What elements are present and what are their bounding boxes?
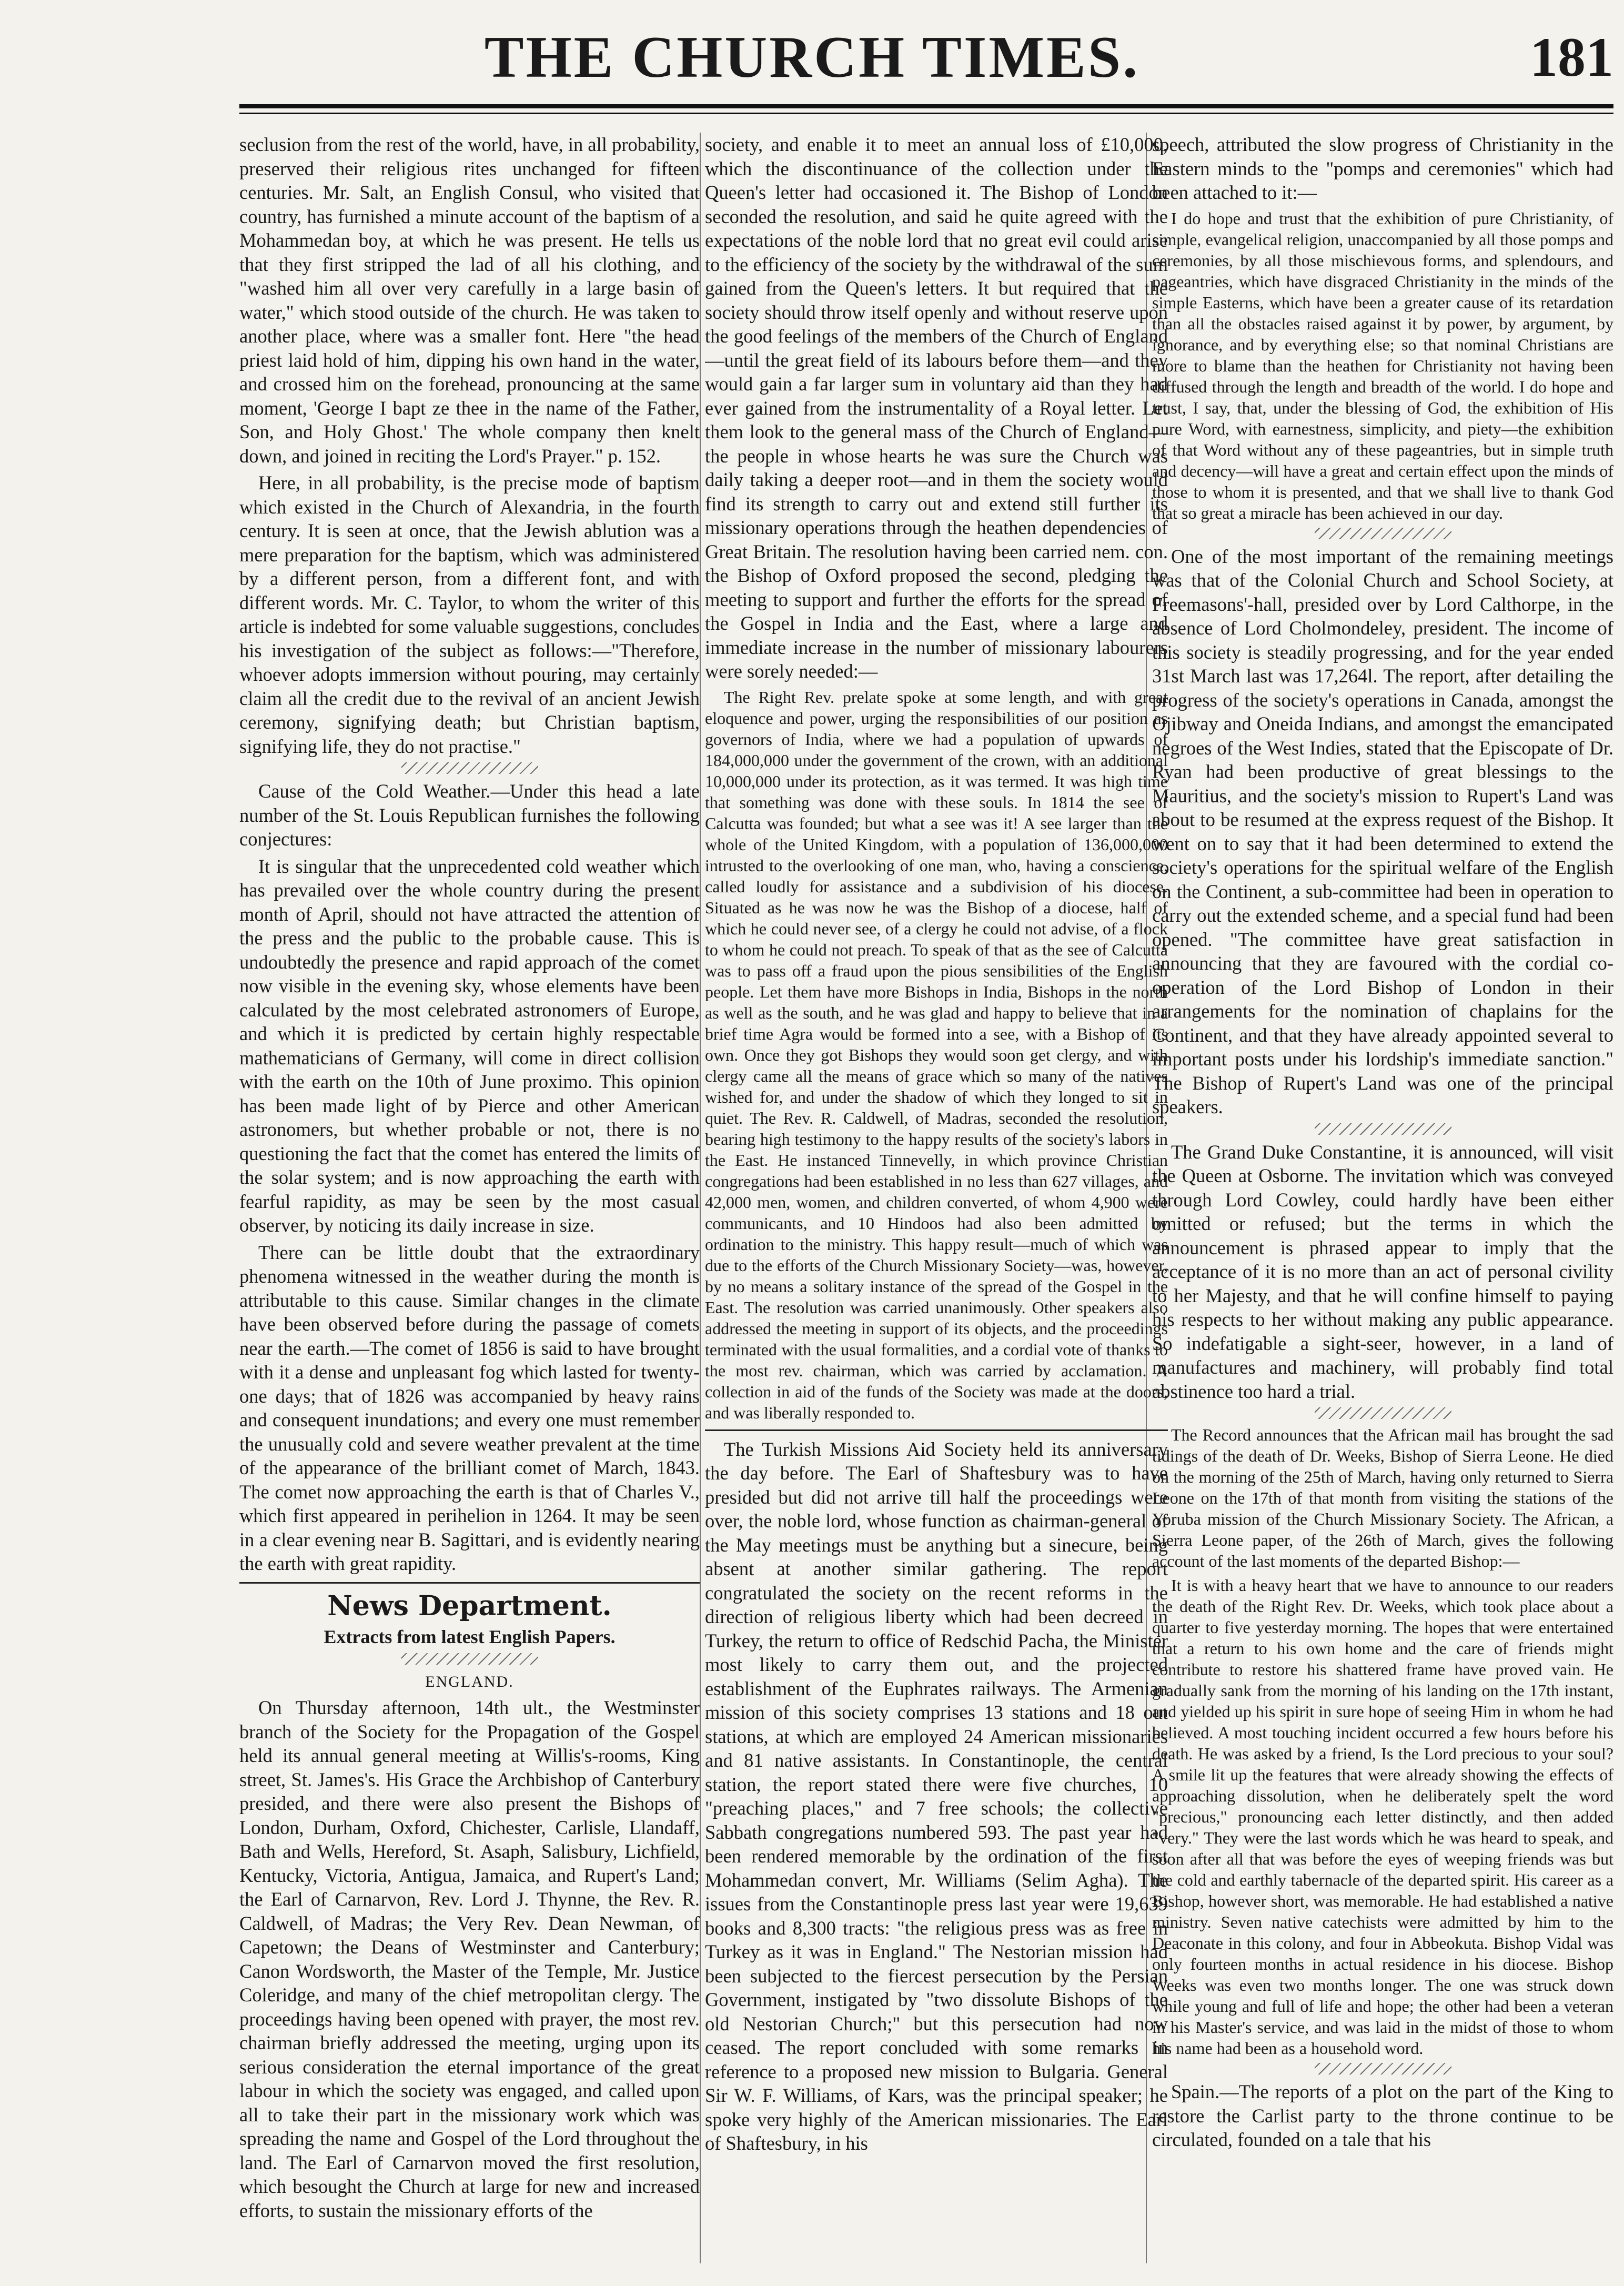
column-1: [239, 133, 700, 2274]
article-paragraph: Cause of the Cold Weather.—Under this head a late number of the St. Louis Republican furnishes the following conjectures:: [239, 780, 700, 850]
section-rule: [239, 1582, 700, 1584]
ornamental-divider: [1315, 2063, 1451, 2074]
page-number: 181: [1530, 26, 1613, 88]
section-heading: News Department.: [327, 1589, 612, 1622]
column-2: [705, 133, 1168, 2274]
article-paragraph: society, and enable it to meet an annual loss of £10,000, which the discontinuance of the collection under the Queen's letter had occasioned it. The Bishop of London seconded the resolution, and said he quite agreed with the expectations of the noble lord that no great evil could arise to the efficiency of the society by the withdrawal of the sum gained from the Queen's letters. It but required that the society should throw itself openly and without reserve upon the good feelings of the members of the Church of England—until the great field of its labours before them—and they would gain a far larger sum in voluntary aid than they had ever gained from the instrumentality of a Royal letter. Let them look to the general mass of the Church of England—the people in whose hearts he was sure the Church was daily taking a deeper root—and in them the society would find its strength to carry out and extend still further its missionary operations through the heathen dependencies of Great Britain. The resolution having been carried nem. con. the Bishop of Oxford proposed the second, pledging the meeting to support and further the efforts for the spread of the Gospel in India and the East, where a large and immediate increase in the number of missionary labourers were sorely needed:—: [705, 134, 1168, 682]
ornamental-divider: [1315, 528, 1451, 539]
article-paragraph: The Grand Duke Constantine, it is announced, will visit the Queen at Osborne. The invitation which was conveyed through Lord Cowley, could hardly have been either omitted or refused; but the terms in which the announcement is phrased appear to imply that the acceptance of it is no more than an act of personal civility to her Majesty, and that he will confine himself to paying his respects to her without making any public appearance. So indefatigable a sight-seer, however, in a land of manufactures and machinery, will probably find total abstinence too hard a trial.: [1152, 1141, 1613, 1402]
column-3: [1152, 133, 1613, 2274]
ornamental-divider: [1315, 1123, 1451, 1135]
article-paragraph: The Turkish Missions Aid Society held its anniversary the day before. The Earl of Shaftesbury was to have presided but did not arrive till half the proceedings were over, the noble lord, whose function as chairman-general of the May meetings must be anything but a sinecure, being absent at another similar gathering. The report congratulated the society on the recent reforms in the direction of religious liberty which had been decreed in Turkey, the return to office of Redschid Pacha, the Minister most likely to carry them out, and the projected establishment of the Euphrates railways. The Armenian mission of this society comprises 13 stations and 18 out stations, at which are employed 24 American missionaries and 81 native assistants. In Constantinople, the central station, the report stated there were five churches, 10 "preaching places," and 7 free schools; the collective Sabbath congregations numbered 593. The past year had been rendered memorable by the ordination of the first Mohammedan convert, Mr. Williams (Selim Agha). The issues from the Constantinople press last year were 19,639 books and 8,300 tracts: "the religious press was as free in Turkey as it was in England." The Nestorian mission had been subjected to the fiercest persecution by the Persian Government, instigated by "two dissolute Bishops of the old Nestorian Church;" but this persecution had now ceased. The report concluded with some remarks in reference to a proposed new mission to Bulgaria. General Sir W. F. Williams, of Kars, was the principal speaker; he spoke very highly of the American missionaries. The Earl of Shaftesbury, in his: [705, 1438, 1168, 2154]
article-paragraph: seclusion from the rest of the world, have, in all probability, preserved their religious rites unchanged for fifteen centuries. Mr. Salt, an English Consul, who visited that country, has furnished a minute account of the baptism of a Mohammedan boy, at which he was present. He tells us that they first stripped the lad of all his clothing, and "washed him all over very carefully in a large basin of water," which stood outside of the church. He was taken to another place, where was a smaller font. Here "the head priest laid hold of him, dipping his own hand in the water, and crossed him on the forehead, pronouncing at the same moment, 'George I bapt ze thee in the name of the Father, Son, and Holy Ghost.' The whole company then knelt down, and joined in reciting the Lord's Prayer." p. 152.: [239, 134, 700, 467]
newspaper-title: THE CHURCH TIMES.: [484, 25, 1140, 90]
ornamental-divider: [401, 1653, 538, 1665]
masthead-rule-thin: [239, 113, 1613, 114]
article-paragraph: The Record announces that the African mail has brought the sad tidings of the death of Dr. Weeks, Bishop of Sierra Leone. He died on the morning of the 25th of March, having only returned to Sierra Leone on the 17th of that month from visiting the stations of the Yoruba mission of the Church Missionary Society. The African, a Sierra Leone paper, of the 26th of March, gives the following account of the last moments of the departed Bishop:—: [1152, 1425, 1613, 1570]
article-paragraph: I do hope and trust that the exhibition of pure Christianity, of simple, evangelical religion, unaccompanied by all those pomps and ceremonies, by all those mischievous forms, and splendours, and pageantries, which have disgraced Christianity in the minds of the simple Easterns, which have been a greater cause of its retardation than all the obstacles raised against it by power, by argument, by ignorance, and by everything else; so that nominal Christians are more to blame than the heathen for Christianity not having been diffused through the length and breadth of the world. I do hope and trust, I say, that, under the blessing of God, the exhibition of His pure Word, with earnestness, simplicity, and piety—the exhibition of that Word without any of these pageantries, but in simple truth and decency—will have a great and certain effect upon the minds of those to whom it is presented, and that we shall live to thank God that so great a miracle has been achieved in our day.: [1152, 208, 1613, 522]
article-paragraph: It is singular that the unprecedented cold weather which has prevailed over the whole country during the present month of April, should not have attracted the attention of the press and the public to the probable cause. This is undoubtedly the presence and rapid approach of the comet now visible in the evening sky, whose elements have been calculated by the most celebrated astronomers of Europe, and which it is predicted by certain highly respectable mathematicians of Germany, will come in direct collision with the earth on the 10th of June proximo. This opinion has been made light of by Pierce and other American astronomers, but whether probable or not, there is no questioning the fact that the comet has entered the limits of the solar system; and is now approaching the earth with fearful rapidity, as may be seen by the most casual observer, by noticing its daily increase in size.: [239, 855, 700, 1236]
article-paragraph: One of the most important of the remaining meetings was that of the Colonial Church and School Society, at Freemasons'-hall, presided over by Lord Calthorpe, in the absence of Lord Cholmondeley, president. The income of this society is steadily progressing, and for the year ended 31st March last was 17,264l. The report, after detailing the progress of the society's operations in Canada, amongst the Ojibway and Oneida Indians, and amongst the emancipated negroes of the West Indies, stated that the Episcopate of Dr. Ryan had been productive of great blessings to the Mauritius, and the society's mission to Rupert's Land was about to be resumed at the express request of the Bishop. It went on to say that it had been determined to extend the society's operations for the spiritual welfare of the English on the Continent, a sub-committee had been in operation to carry out the extended scheme, and a special fund had been opened. "The committee have great satisfaction in announcing that they are favoured with the cordial co-operation of the Lord Bishop of London in their arrangements for the nomination of chaplains for the Continent, and that they have already appointed several to important posts under his lordship's immediate sanction." The Bishop of Rupert's Land was one of the principal speakers.: [1152, 545, 1613, 1117]
ornamental-divider: [1315, 1407, 1451, 1419]
article-paragraph: Here, in all probability, is the precise mode of baptism which existed in the Church of Alexandria, in the fourth century. It is seen at once, that the Jewish ablution was a mere preparation for the baptism, which was administered by a different person, from a different font, and with different words. Mr. C. Taylor, to whom the writer of this article is indebted for some valuable suggestions, concludes his investigation of the subject as follows:—"Therefore, whoever adopts immersion without pouring, may certainly claim all the credit due to the revival of an ancient Jewish ceremony, signifying death; but Christian baptism, signifying life, they do not practise.": [239, 472, 700, 757]
sub-heading: Extracts from latest English Papers.: [324, 1626, 616, 1647]
column-divider: [700, 133, 701, 2263]
ornamental-divider: [401, 762, 538, 774]
article-paragraph: On Thursday afternoon, 14th ult., the Westminster branch of the Society for the Propagation of the Gospel held its annual general meeting at Willis's-rooms, King street, St. James's. His Grace the Archbishop of Canterbury presided, and there were also present the Bishops of London, Durham, Oxford, Chichester, Carlisle, Llandaff, Bath and Wells, Hereford, St. Asaph, Salisbury, Lichfield, Kentucky, Victoria, Antigua, Jamaica, and Rupert's Land; the Earl of Carnarvon, Rev. Lord J. Thynne, the Rev. R. Caldwell, of Madras; the Very Rev. Dean Newman, of Capetown; the Deans of Westminster and Canterbury; Canon Wordsworth, the Master of the Temple, Mr. Justice Coleridge, and many of the chief metropolitan clergy. The proceedings having been opened with prayer, the most rev. chairman briefly addressed the meeting, urging upon its serious consideration the eternal importance of the great labour in which the society was engaged, and called upon all to take their part in the missionary work which was spreading the name and Gospel of the Lord throughout the land. The Earl of Carnarvon moved the first resolution, which besought the Church at large for new and increased efforts, to sustain the missionary efforts of the: [239, 1697, 700, 2221]
article-paragraph: There can be little doubt that the extraordinary phenomena witnessed in the weather during the month is attributable to this cause. Similar changes in the climate have been observed before during the passage of comets near the earth.—The comet of 1856 is said to have brought with it a dense and unpleasant fog which lasted for twenty-one days; that of 1826 was accompanied by heavy rains and consequent inundations; and every one must remember the unusually cold and severe weather prevalent at the time of the appearance of the brilliant comet of March, 1843. The comet now approaching the earth is that of Charles V., which first appeared in perihelion in 1264. It may be seen in a clear evening near B. Sagittari, and is evidently nearing the earth with great rapidity.: [239, 1241, 700, 1574]
article-paragraph: Spain.—The reports of a plot on the part of the King to restore the Carlist party to the throne continue to be circulated, founded on a tale that his: [1152, 2081, 1613, 2150]
masthead: [0, 18, 1624, 97]
section-rule: [705, 1429, 1168, 1431]
masthead-rule-thick: [239, 104, 1613, 108]
article-paragraph: It is with a heavy heart that we have to announce to our readers the death of the Right Rev. Dr. Weeks, which took place about a quarter to five yesterday morning. The hopes that were entertained that a return to his own home and the care of friends might contribute to restore his shattered frame have proved vain. He gradually sank from the morning of his landing on the 17th instant, and yielded up his spirit in sure hope of seeing Him in whom he had believed. A most touching incident occurred a few hours before his death. He was asked by a friend, Is the Lord precious to your soul? A smile lit up the features that were already showing the effects of approaching dissolution, when he deliberately spelt the word "precious," pronouncing each letter distinctly, and then added "very." They were the last words which he was heard to speak, and soon after all that was before the eyes of weeping friends was but the cold and earthly tabernacle of the departed spirit. His career as a Bishop, however short, was memorable. He had established a native ministry. Seven native catechists were admitted by him to the Deaconate in this colony, and four in Abbeokuta. Bishop Vidal was only fourteen months in actual residence in his diocese. Bishop Weeks was even two months longer. The one was struck down while young and full of life and hope; the other had been a veteran in his Master's service, and was laid in the midst of those to whom his name had been as a household word.: [1152, 1576, 1613, 2058]
country-heading: ENGLAND.: [425, 1673, 514, 1690]
article-paragraph: The Right Rev. prelate spoke at some length, and with great eloquence and power, urging the responsibilities of our position as governors of India, where we had a population of upwards of 184,000,000 under the government of the crown, with an additional 10,000,000 under its protection, as it was termed. It was high time that something was done with these souls. In 1814 the see of Calcutta was founded; but what a see was it! A see larger than the whole of the United Kingdom, with a population of 136,000,000 intrusted to the overlooking of one man, who, having a conscience, called loudly for assistance and a subdivision of his diocese. Situated as he was now he was the Bishop of a diocese, half of which he could never see, of a clergy he could not advise, of a flock to whom he could not preach. To speak of that as the see of Calcutta was to pass off a fraud upon the pious sensibilities of the English people. Let them have more Bishops in India, Bishops in the north as well as the south, and he was glad and happy to believe that in a brief time Agra would be formed into a see, with a Bishop of its own. Once they got Bishops they would soon get clergy, and with clergy came all the means of grace which so many of the natives wished for, and under the shadow of which they longed to sit in quiet. The Rev. R. Caldwell, of Madras, seconded the resolution, bearing high testimony to the happy results of the society's labors in the East. He instanced Tinnevelly, in which province Christian congregations had been established in no less than 627 villages, and 42,000 men, women, and children converted, of whom 4,900 were communicants, and 10 Hindoos had also been admitted by ordination to the ministry. This happy result—much of which was due to the efforts of the Church Missionary Society—was, however, by no means a solitary instance of the spread of the Gospel in the East. The resolution was carried unanimously. Other speakers also addressed the meeting in support of its objects, and the proceedings terminated with the usual formalities, and a cordial vote of thanks to the most rev. chairman, which was carried by acclamation. A collection in aid of the funds of the Society was made at the doors, and was liberally responded to.: [705, 687, 1168, 1422]
article-paragraph: speech, attributed the slow progress of Christianity in the Eastern minds to the "pomps and ceremonies" which had been attached to it:—: [1152, 134, 1613, 203]
